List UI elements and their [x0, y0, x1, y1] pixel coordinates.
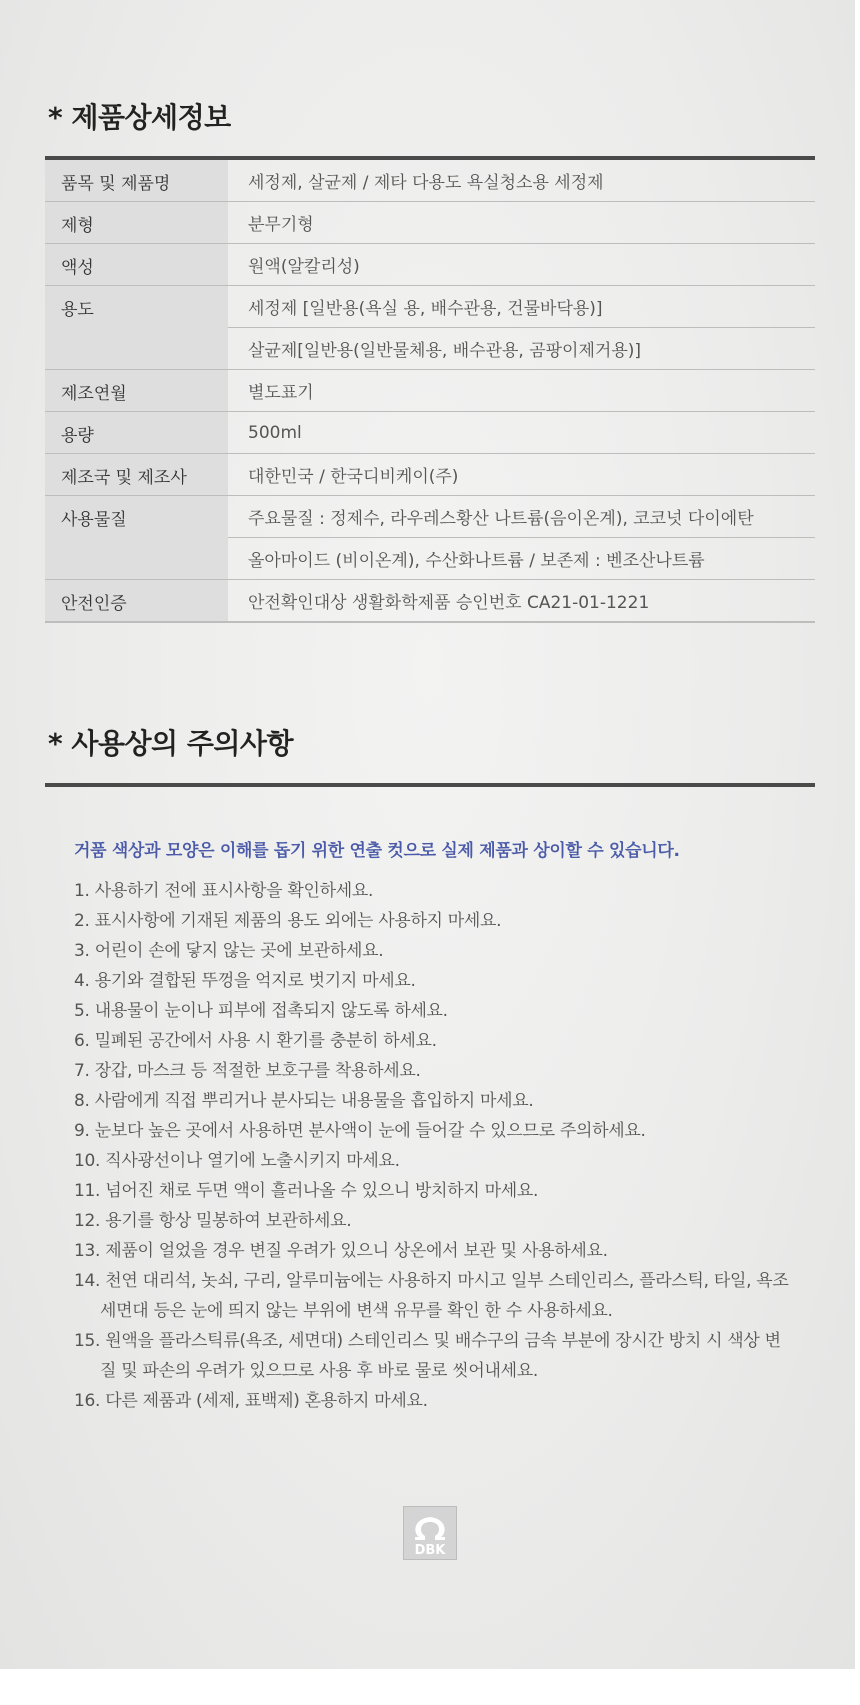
dbk-logo-text: DBK — [414, 1543, 446, 1558]
spec-section-title: * 제품상세정보 — [48, 101, 231, 134]
caution-item: 8. 사람에게 직접 뿌리거나 분사되는 내용물을 흡입하지 마세요. — [74, 1091, 534, 1111]
caution-item: 6. 밀폐된 공간에서 사용 시 환기를 충분히 하세요. — [74, 1031, 437, 1051]
spec-row — [45, 454, 815, 496]
spec-row — [45, 580, 815, 623]
spec-value: 별도표기 — [228, 370, 815, 412]
spec-row — [45, 496, 815, 538]
dbk-logo — [403, 1506, 457, 1560]
caution-item: 11. 넘어진 채로 두면 액이 흘러나올 수 있으니 방치하지 마세요. — [74, 1181, 539, 1201]
spec-row — [45, 412, 815, 454]
spec-value: 안전확인대상 생활화학제품 승인번호 CA21-01-1221 — [228, 580, 815, 623]
spec-label: 용량 — [45, 412, 228, 454]
spec-row — [45, 286, 815, 328]
spec-value: 주요물질 : 정제수, 라우레스황산 나트륨(음이온계), 코코넛 다이에탄 — [228, 496, 815, 538]
caution-title-divider — [45, 783, 815, 787]
spec-label: 제조국 및 제조사 — [45, 454, 228, 496]
caution-item: 9. 눈보다 높은 곳에서 사용하면 분사액이 눈에 들어갈 수 있으므로 주의하세요. — [74, 1121, 646, 1141]
spec-row — [45, 244, 815, 286]
spec-value: 원액(알칼리성) — [228, 244, 815, 286]
image-disclaimer: 거품 색상과 모양은 이해를 돕기 위한 연출 컷으로 실제 제품과 상이할 수 있습니다. — [74, 841, 680, 861]
spec-label: 안전인증 — [45, 580, 228, 623]
spec-label: 사용물질 — [45, 496, 228, 580]
spec-row — [45, 202, 815, 244]
caution-list — [74, 876, 794, 1416]
spec-value: 올아마이드 (비이온계), 수산화나트륨 / 보존제 : 벤조산나트륨 — [228, 538, 815, 580]
caution-item: 10. 직사광선이나 열기에 노출시키지 마세요. — [74, 1151, 400, 1171]
caution-item: 4. 용기와 결합된 뚜껑을 억지로 벗기지 마세요. — [74, 971, 416, 991]
spec-table — [45, 160, 815, 623]
caution-item: 3. 어린이 손에 닿지 않는 곳에 보관하세요. — [74, 941, 384, 961]
spec-label: 액성 — [45, 244, 228, 286]
spec-value: 대한민국 / 한국디비케이(주) — [228, 454, 815, 496]
caution-item: 16. 다른 제품과 (세제, 표백제) 혼용하지 마세요. — [74, 1391, 428, 1411]
spec-value: 세정제, 살균제 / 제타 다용도 욕실청소용 세정제 — [228, 160, 815, 202]
spec-label: 품목 및 제품명 — [45, 160, 228, 202]
caution-item: 13. 제품이 얼었을 경우 변질 우려가 있으니 상온에서 보관 및 사용하세요. — [74, 1241, 608, 1261]
caution-item: 5. 내용물이 눈이나 피부에 접촉되지 않도록 하세요. — [74, 1001, 448, 1021]
dbk-logo-icon — [404, 1507, 456, 1559]
spec-value: 살균제[일반용(일반물체용, 배수관용, 곰팡이제거용)] — [228, 328, 815, 370]
caution-item: 1. 사용하기 전에 표시사항을 확인하세요. — [74, 881, 374, 901]
spec-row — [45, 160, 815, 202]
caution-item: 7. 장갑, 마스크 등 적절한 보호구를 착용하세요. — [74, 1061, 421, 1081]
spec-label: 용도 — [45, 286, 228, 370]
spec-row — [45, 370, 815, 412]
spec-value: 세정제 [일반용(욕실 용, 배수관용, 건물바닥용)] — [228, 286, 815, 328]
caution-item: 14. 천연 대리석, 놋쇠, 구리, 알루미늄에는 사용하지 마시고 일부 스테인리스, 플라스틱, 타일, 욕조 세면대 등은 눈에 띄지 않는 부위에 변색 유무를 확인 한 수 사용하세요. — [74, 1271, 789, 1321]
caution-section-title: * 사용상의 주의사항 — [48, 727, 294, 760]
spec-value: 500ml — [228, 412, 815, 454]
caution-item: 15. 원액을 플라스틱류(욕조, 세면대) 스테인리스 및 배수구의 금속 부분에 장시간 방치 시 색상 변질 및 파손의 우려가 있으므로 사용 후 바로 물로 씻어내세요. — [74, 1331, 781, 1381]
caution-item: 2. 표시사항에 기재된 제품의 용도 외에는 사용하지 마세요. — [74, 911, 502, 931]
spec-label: 제조연월 — [45, 370, 228, 412]
spec-label: 제형 — [45, 202, 228, 244]
spec-value: 분무기형 — [228, 202, 815, 244]
caution-item: 12. 용기를 항상 밀봉하여 보관하세요. — [74, 1211, 352, 1231]
